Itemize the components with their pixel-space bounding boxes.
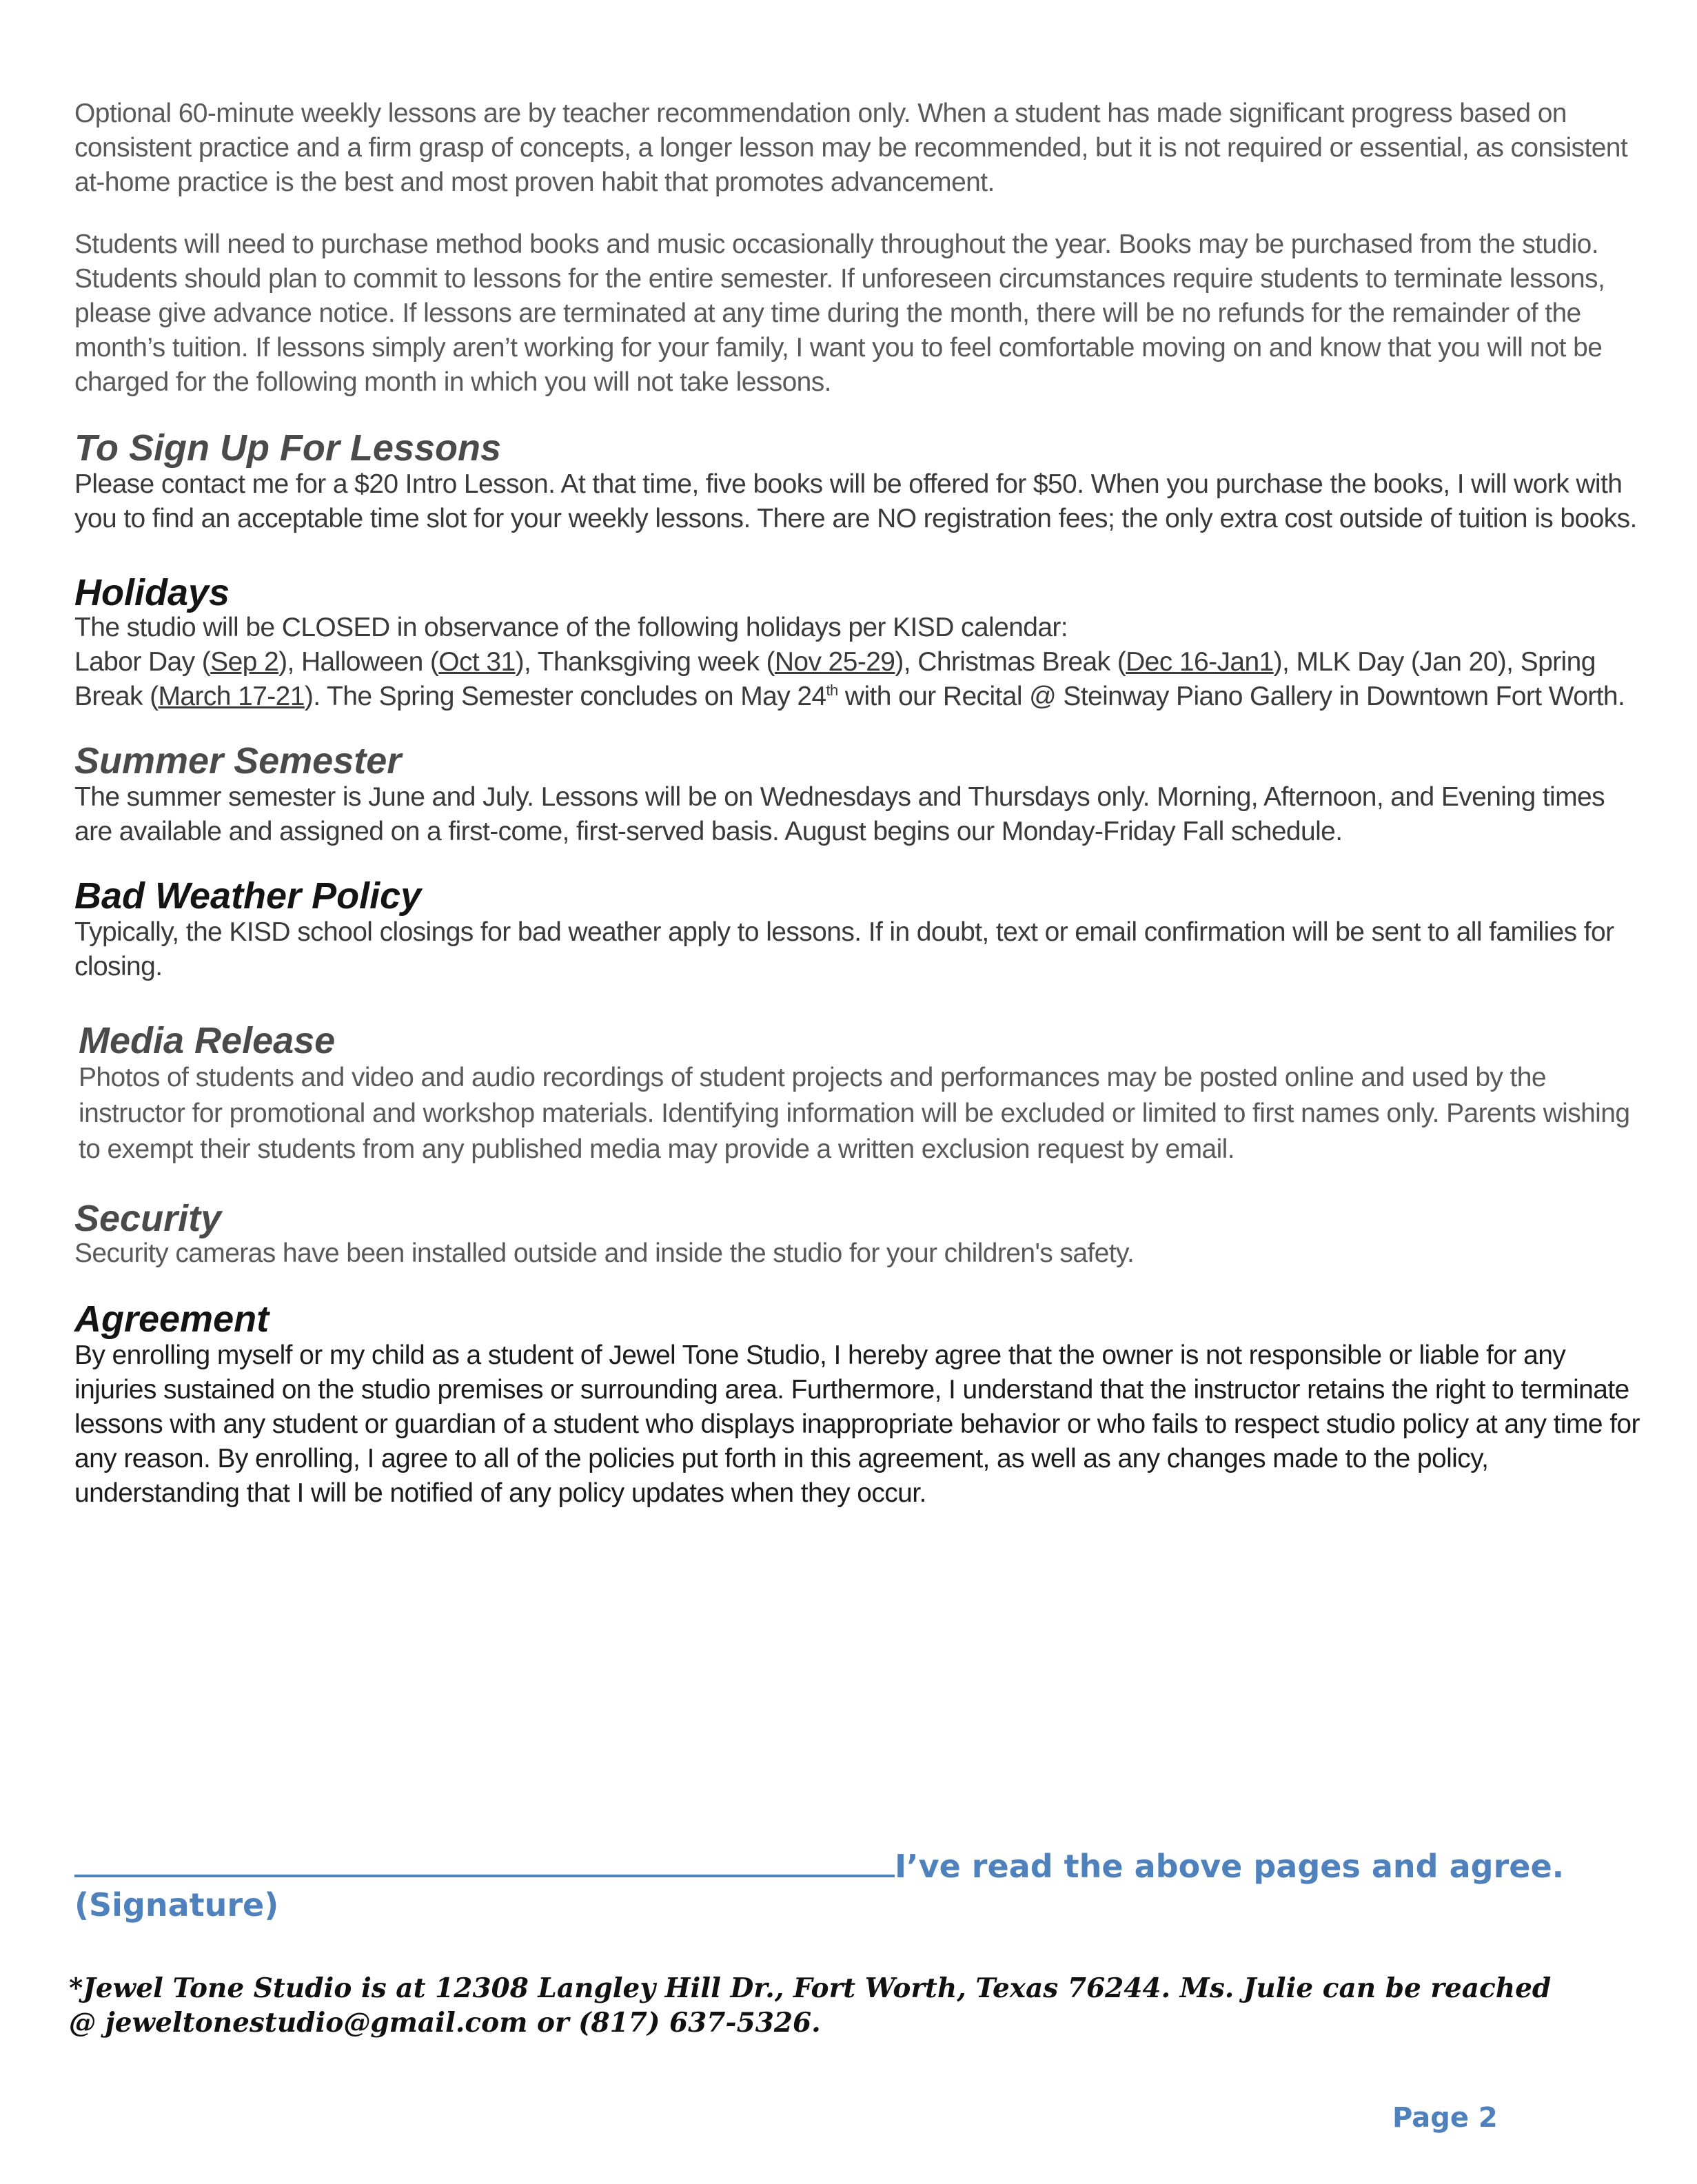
signature-label: (Signature) bbox=[74, 1886, 279, 1923]
page-number: Page 2 bbox=[1392, 2102, 1498, 2134]
holidays-text-1: Labor Day ( bbox=[74, 647, 211, 677]
signature-agreement-text: I’ve read the above pages and agree. bbox=[895, 1848, 1565, 1885]
signature-block bbox=[74, 1847, 1646, 1924]
holiday-date-thanksgiving: Nov 25-29 bbox=[774, 647, 895, 677]
section-heading-bad-weather: Bad Weather Policy bbox=[74, 875, 422, 917]
holiday-date-spring-break: March 17-21 bbox=[158, 682, 305, 711]
holidays-intro-line: The studio will be CLOSED in observance of the following holidays per KISD calendar: bbox=[74, 613, 1068, 642]
holidays-text-2: ), Halloween ( bbox=[278, 647, 439, 677]
agreement-paragraph: By enrolling myself or my child as a student of Jewel Tone Studio, I hereby agree that the owner is not responsible or liable for any injuries sustained on the studio premises or surrounding area. Furthermore, I understand that the instructor retains the right to terminate lessons with any student or guardian of a student who displays inappropriate behavior or who fails to respect studio policy at any time for any reason. By enrolling, I agree to all of the policies put forth in this agreement, as well as any changes made to the policy, understanding that I will be notified of any policy updates when they occur. bbox=[74, 1340, 1640, 1508]
holidays-text-5: ), MLK Day (Jan 20), Spring Break ( bbox=[74, 647, 1596, 711]
holidays-text-6: ). The Spring Semester concludes on May 24 bbox=[304, 682, 826, 711]
holidays-text-4: ), Christmas Break ( bbox=[895, 647, 1126, 677]
bad-weather-paragraph: Typically, the KISD school closings for bad weather apply to lessons. If in doubt, text or email confirmation will be sent to all families for closing. bbox=[74, 917, 1614, 981]
section-heading-security: Security bbox=[74, 1198, 222, 1239]
holidays-text-3: ), Thanksgiving week ( bbox=[515, 647, 775, 677]
security-paragraph: Security cameras have been installed outside and inside the studio for your children's safety. bbox=[74, 1238, 1135, 1268]
holiday-date-labor-day: Sep 2 bbox=[210, 647, 279, 677]
studio-contact-note: *Jewel Tone Studio is at 12308 Langley Hill Dr., Fort Worth, Texas 76244. Ms. Julie can be reached @ jeweltonestudio@gmail.com or (817) 637-5326. bbox=[69, 1972, 1552, 2039]
summer-semester-paragraph: The summer semester is June and July. Lessons will be on Wednesdays and Thursdays only. Morning, Afternoon, and Evening times are available and assigned on a first-come, first-served basis. August begins our Monday-Friday Fall schedule. bbox=[74, 782, 1605, 846]
holiday-date-halloween: Oct 31 bbox=[438, 647, 516, 677]
signature-line[interactable] bbox=[74, 1847, 895, 1877]
ordinal-suffix: th bbox=[826, 682, 838, 699]
section-heading-sign-up: To Sign Up For Lessons bbox=[74, 427, 502, 469]
sign-up-paragraph: Please contact me for a $20 Intro Lesson. At that time, five books will be offered for $50. When you purchase the books, I will work with you to find an acceptable time slot for your weekly lessons. There are NO registration fees; the only extra cost outside of tuition is books. bbox=[74, 469, 1637, 533]
holidays-section bbox=[74, 611, 1646, 714]
section-heading-media-release: Media Release bbox=[79, 1020, 336, 1061]
holiday-date-christmas: Dec 16-Jan1 bbox=[1126, 647, 1274, 677]
holidays-dates-line bbox=[74, 645, 1646, 714]
intro-paragraph-lesson-length: Optional 60-minute weekly lessons are by teacher recommendation only. When a student has made significant progress based on consistent practice and a firm grasp of concepts, a longer lesson may be recommended, but it is not required or essential, as consistent at-home practice is the best and most proven habit that promotes advancement. bbox=[74, 99, 1628, 197]
section-heading-holidays: Holidays bbox=[74, 572, 230, 613]
section-heading-agreement: Agreement bbox=[74, 1298, 270, 1340]
intro-paragraph-books-and-termination: Students will need to purchase method books and music occasionally throughout the year. Books may be purchased from the studio. Students should plan to commit to lessons for the entire semester. If unforeseen circumstances require students to terminate lessons, please give advance notice. If lessons are terminated at any time during the month, there will be no refunds for the remainder of the month’s tuition. If lessons simply aren’t working for your family, I want you to feel comfortable moving on and know that you will not be charged for the following month in which you will not take lessons. bbox=[74, 229, 1605, 397]
document-body bbox=[74, 96, 1646, 1511]
holidays-text-7: with our Recital @ Steinway Piano Gallery in Downtown Fort Worth. bbox=[837, 682, 1625, 711]
section-heading-summer-semester: Summer Semester bbox=[74, 740, 402, 782]
media-release-paragraph: Photos of students and video and audio recordings of student projects and performances may be posted online and used by the instructor for promotional and workshop materials. Identifying information will be excluded or limited to first names only. Parents wishing to exempt their students from any published media may provide a written exclusion request by email. bbox=[79, 1063, 1630, 1164]
